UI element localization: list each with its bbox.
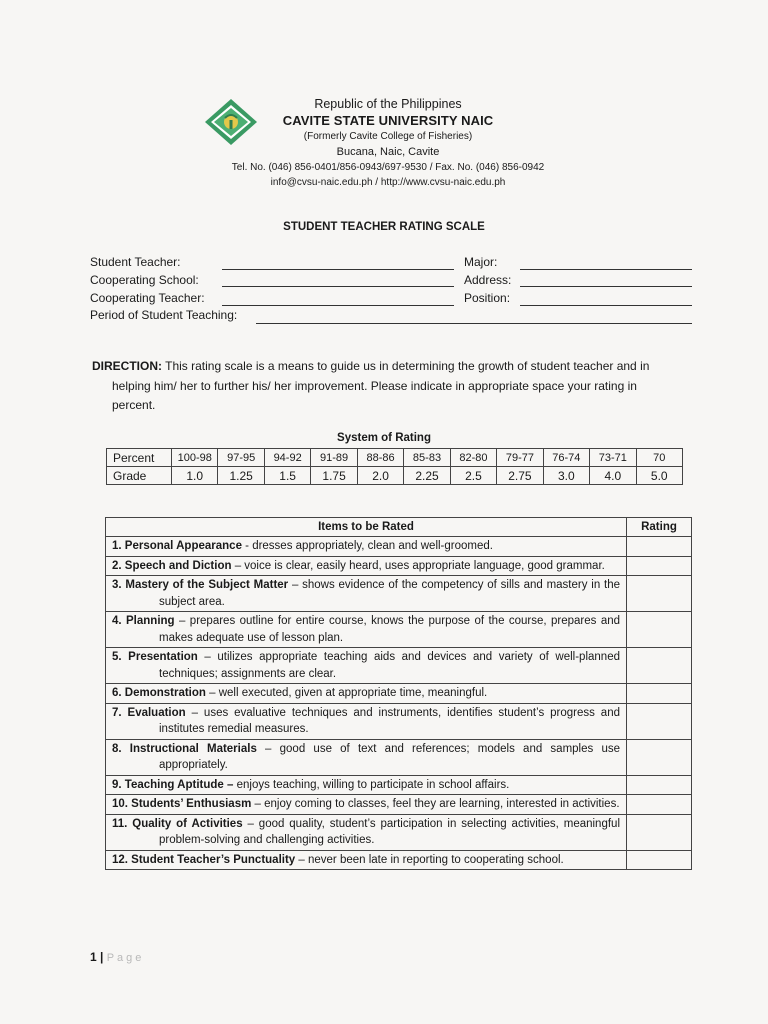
- rating-cell[interactable]: [627, 850, 692, 870]
- percent-cell: 91-89: [311, 449, 357, 467]
- item-description: – good use of text and references; models and samples use appropriately.: [159, 742, 620, 771]
- page-label: Page: [106, 952, 145, 964]
- rating-cell[interactable]: [627, 703, 692, 739]
- table-row: [106, 684, 692, 704]
- position-line[interactable]: [520, 305, 692, 306]
- rating-cell[interactable]: [627, 576, 692, 612]
- grade-cell: 2.5: [450, 467, 496, 485]
- item-title: 6. Demonstration: [112, 687, 206, 699]
- grade-cell: 3.0: [543, 467, 589, 485]
- grade-cell: 4.0: [590, 467, 636, 485]
- item-description: – shows evidence of the competency of sills and mastery in the subject area.: [159, 579, 620, 608]
- item-description: – enjoy coming to classes, feel they are learning, interested in activities.: [251, 798, 620, 810]
- items-header-row: [106, 518, 692, 537]
- item-title: 3. Mastery of the Subject Matter: [112, 579, 289, 591]
- position-label: Position:: [464, 291, 511, 305]
- major-line[interactable]: [520, 269, 692, 270]
- form-title: STUDENT TEACHER RATING SCALE: [283, 221, 485, 233]
- system-of-rating-table: [106, 448, 683, 485]
- rating-cell[interactable]: [627, 739, 692, 775]
- table-row: [106, 703, 692, 739]
- item-title: 9. Teaching Aptitude –: [112, 778, 234, 791]
- republic-line: Republic of the Philippines: [314, 97, 462, 111]
- rating-cell[interactable]: [627, 556, 692, 576]
- direction-text-3: percent.: [112, 398, 156, 412]
- formerly-line: (Formerly Cavite College of Fisheries): [303, 131, 473, 142]
- address-field-line[interactable]: [520, 286, 692, 287]
- percent-cell: 73-71: [590, 449, 636, 467]
- grade-cell: 1.0: [172, 467, 218, 485]
- period-label: Period of Student Teaching:: [90, 308, 238, 322]
- item-title: 2. Speech and Diction: [112, 559, 232, 572]
- item-title: 12. Student Teacher’s Punctuality: [112, 853, 296, 866]
- table-row: [106, 850, 692, 870]
- rating-cell[interactable]: [627, 775, 692, 795]
- items-header: Items to be Rated: [106, 518, 627, 537]
- direction-text-1: This rating scale is a means to guide us in determining the growth of student teacher and in: [165, 359, 650, 373]
- rating-cell[interactable]: [627, 684, 692, 704]
- percent-cell: 76-74: [543, 449, 589, 467]
- table-row: [106, 795, 692, 815]
- rating-cell[interactable]: [627, 795, 692, 815]
- grade-cell: 2.75: [497, 467, 543, 485]
- direction-text-2: helping him/ her to further his/ her improvement. Please indicate in appropriate space your rating in: [112, 378, 637, 393]
- table-row: [106, 576, 692, 612]
- percent-label: Percent: [107, 449, 172, 467]
- item-title: 8. Instructional Materials: [112, 742, 257, 755]
- item-description: – uses evaluative techniques and instruments, identifies student’s progress and institutes remedial measures.: [159, 706, 620, 735]
- item-description: – well executed, given at appropriate time, meaningful.: [205, 687, 488, 699]
- address-line: Bucana, Naic, Cavite: [336, 146, 440, 158]
- item-title: 10. Students’ Enthusiasm: [112, 798, 252, 810]
- grade-cell: 5.0: [636, 467, 682, 485]
- item-description: – voice is clear, easily heard, uses appropriate language, good grammar.: [231, 559, 605, 572]
- grade-row: [107, 467, 683, 485]
- item-title: 4. Planning: [112, 615, 175, 627]
- percent-row: [107, 449, 683, 467]
- cooperating-teacher-label: Cooperating Teacher:: [90, 291, 205, 305]
- address-label: Address:: [464, 273, 512, 287]
- system-of-rating-title: System of Rating: [337, 432, 431, 444]
- rating-cell[interactable]: [627, 537, 692, 557]
- percent-cell: 97-95: [218, 449, 264, 467]
- table-row: [106, 739, 692, 775]
- direction-paragraph: [92, 357, 692, 416]
- item-title: 5. Presentation: [112, 651, 198, 663]
- student-teacher-line[interactable]: [222, 269, 454, 270]
- page-separator: |: [96, 950, 107, 964]
- grade-cell: 2.25: [404, 467, 450, 485]
- grade-cell: 1.5: [264, 467, 310, 485]
- item-title: 1. Personal Appearance: [112, 540, 242, 552]
- percent-cell: 82-80: [450, 449, 496, 467]
- major-label: Major:: [464, 255, 498, 269]
- table-row: [106, 612, 692, 648]
- direction-label: DIRECTION:: [92, 359, 162, 373]
- item-description: enjoys teaching, willing to participate in school affairs.: [233, 778, 510, 791]
- items-rating-table: [105, 517, 692, 870]
- student-teacher-label: Student Teacher:: [90, 255, 181, 269]
- rating-header: Rating: [627, 518, 692, 537]
- grade-cell: 2.0: [357, 467, 403, 485]
- phone-line: Tel. No. (046) 856-0401/856-0943/697-9530 / Fax. No. (046) 856-0942: [231, 162, 545, 173]
- table-row: [106, 814, 692, 850]
- item-description: – prepares outline for entire course, knows the purpose of the course, prepares and makes adequate use of lesson plan.: [159, 615, 621, 644]
- item-description: - dresses appropriately, clean and well-groomed.: [241, 540, 493, 552]
- percent-cell: 94-92: [264, 449, 310, 467]
- table-row: [106, 537, 692, 557]
- percent-cell: 70: [636, 449, 682, 467]
- cooperating-teacher-line[interactable]: [222, 305, 454, 306]
- university-name: CAVITE STATE UNIVERSITY NAIC: [282, 113, 494, 128]
- percent-cell: 88-86: [357, 449, 403, 467]
- rating-cell[interactable]: [627, 612, 692, 648]
- page-footer: [90, 950, 144, 964]
- item-description: – never been late in reporting to cooperating school.: [295, 853, 564, 866]
- page-number: 1: [90, 950, 97, 964]
- period-line[interactable]: [256, 323, 692, 324]
- letterhead: [200, 96, 576, 190]
- table-row: [106, 556, 692, 576]
- item-title: 7. Evaluation: [112, 706, 186, 719]
- table-row: [106, 775, 692, 795]
- grade-cell: 1.25: [218, 467, 264, 485]
- cooperating-school-line[interactable]: [222, 286, 454, 287]
- grade-cell: 1.75: [311, 467, 357, 485]
- rating-cell[interactable]: [627, 814, 692, 850]
- percent-cell: 85-83: [404, 449, 450, 467]
- grade-label: Grade: [107, 467, 172, 485]
- item-description: – good quality, student’s participation in selecting activities, meaningful problem-solving and challenging activities.: [159, 817, 620, 846]
- table-row: [106, 648, 692, 684]
- rating-cell[interactable]: [627, 648, 692, 684]
- item-description: – utilizes appropriate teaching aids and devices and variety of well-planned techniques; assignments are clear.: [159, 651, 620, 680]
- contact-line: info@cvsu-naic.edu.ph / http://www.cvsu-naic.edu.ph: [270, 177, 506, 188]
- item-title: 11. Quality of Activities: [112, 817, 243, 830]
- percent-cell: 79-77: [497, 449, 543, 467]
- percent-cell: 100-98: [172, 449, 218, 467]
- cooperating-school-label: Cooperating School:: [90, 273, 199, 287]
